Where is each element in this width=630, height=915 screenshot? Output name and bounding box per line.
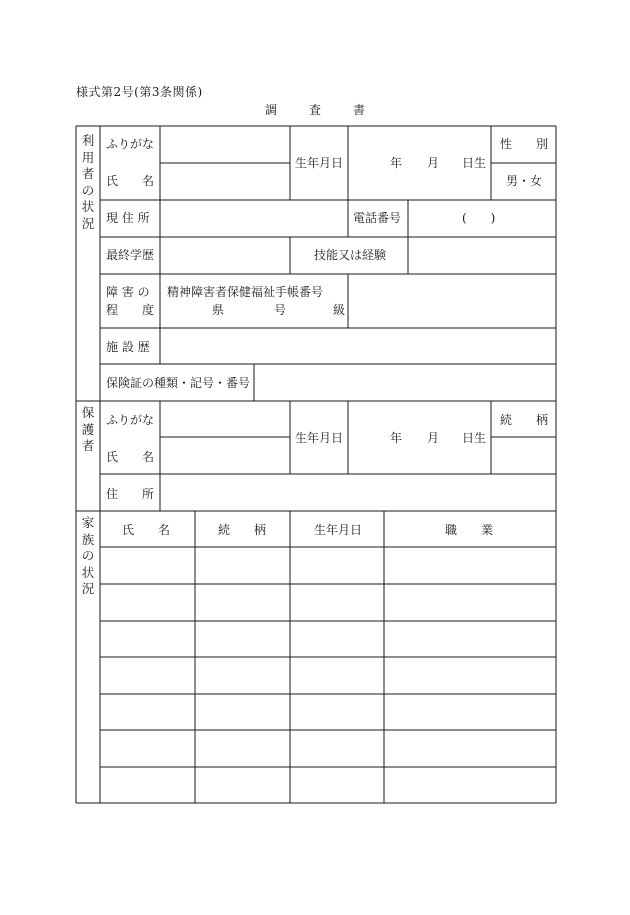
guardian-relationship-field[interactable] — [491, 438, 555, 474]
family-relationship-cell[interactable] — [196, 658, 289, 693]
family-birth-date-cell[interactable] — [291, 731, 383, 766]
user-furigana-field[interactable] — [160, 127, 290, 163]
user-skills-label: 技能又は経験 — [314, 248, 387, 262]
form-number: 様式第2号(第3条関係) — [76, 85, 203, 99]
guardian-address-label: 住 所 — [106, 487, 155, 501]
family-occupation-cell[interactable] — [385, 622, 555, 656]
family-name-cell[interactable] — [101, 695, 194, 729]
family-header-relationship: 続 柄 — [218, 523, 267, 537]
user-phone-paren[interactable]: ( ) — [462, 211, 496, 225]
user-birth-month-label: 月 — [427, 156, 440, 170]
guardian-furigana-label: ふりがな — [106, 413, 155, 427]
family-name-cell[interactable] — [101, 731, 194, 766]
user-name-label: 氏 名 — [106, 174, 155, 188]
user-furigana-label: ふりがな — [106, 137, 155, 151]
user-education-field[interactable] — [160, 238, 289, 274]
guardian-name-field[interactable] — [160, 438, 290, 474]
family-birth-date-cell[interactable] — [291, 658, 383, 693]
family-section-label: 家族の状況 — [81, 515, 95, 596]
user-birth-date-label: 生年月日 — [295, 156, 344, 170]
user-disability-field[interactable] — [348, 275, 555, 327]
family-header-name: 氏 名 — [122, 523, 171, 537]
user-skills-field[interactable] — [409, 238, 555, 274]
user-address-label: 現 住 所 — [106, 211, 150, 225]
family-occupation-cell[interactable] — [385, 768, 555, 802]
family-occupation-cell[interactable] — [385, 695, 555, 729]
family-relationship-cell[interactable] — [196, 548, 289, 583]
family-name-cell[interactable] — [101, 548, 194, 583]
document-title: 調 査 書 — [264, 103, 375, 117]
user-number-label: 号 — [274, 303, 287, 317]
user-gender-header: 性 別 — [500, 137, 549, 151]
family-occupation-cell[interactable] — [385, 585, 555, 620]
family-birth-date-cell[interactable] — [291, 585, 383, 620]
family-relationship-cell[interactable] — [196, 585, 289, 620]
family-birth-date-cell[interactable] — [291, 695, 383, 729]
guardian-section-label: 保護者 — [81, 405, 95, 453]
user-birth-day-label: 日生 — [462, 156, 487, 170]
family-name-cell[interactable] — [101, 768, 194, 802]
user-prefecture-label: 県 — [212, 303, 225, 317]
user-insurance-label: 保険証の種類・記号・番号 — [106, 376, 251, 390]
user-phone-label: 電話番号 — [353, 211, 402, 225]
guardian-relationship-header: 続 柄 — [500, 413, 549, 427]
family-header-occupation: 職 業 — [445, 523, 494, 537]
user-grade-label: 級 — [333, 303, 346, 317]
family-relationship-cell[interactable] — [196, 622, 289, 656]
family-name-cell[interactable] — [101, 658, 194, 693]
user-handbook-label: 精神障害者保健福祉手帳番号 — [167, 285, 324, 299]
family-name-cell[interactable] — [101, 585, 194, 620]
guardian-birth-year-label: 年 — [390, 431, 403, 445]
family-relationship-cell[interactable] — [196, 731, 289, 766]
user-insurance-field[interactable] — [254, 365, 555, 400]
family-header-birth-date: 生年月日 — [314, 523, 363, 537]
family-name-cell[interactable] — [101, 622, 194, 656]
user-address-field[interactable] — [160, 201, 347, 237]
user-name-field[interactable] — [160, 164, 290, 200]
guardian-birth-month-label: 月 — [427, 431, 440, 445]
guardian-name-label: 氏 名 — [106, 450, 155, 464]
user-education-label: 最終学歴 — [106, 248, 155, 262]
guardian-furigana-field[interactable] — [160, 402, 290, 437]
family-occupation-cell[interactable] — [385, 548, 555, 583]
family-birth-date-cell[interactable] — [291, 548, 383, 583]
family-occupation-cell[interactable] — [385, 731, 555, 766]
user-disability-label-line1: 障 害 の — [106, 285, 150, 299]
user-birth-year-label: 年 — [390, 156, 403, 170]
guardian-address-field[interactable] — [160, 475, 555, 510]
family-occupation-cell[interactable] — [385, 658, 555, 693]
user-section-label: 利用者の状況 — [81, 133, 95, 231]
user-gender-options[interactable]: 男・女 — [506, 174, 543, 188]
family-birth-date-cell[interactable] — [291, 622, 383, 656]
family-birth-date-cell[interactable] — [291, 768, 383, 802]
guardian-birth-day-label: 日生 — [462, 431, 487, 445]
user-facility-history-label: 施 設 歴 — [106, 340, 150, 354]
user-facility-history-field[interactable] — [160, 329, 555, 364]
family-relationship-cell[interactable] — [196, 695, 289, 729]
user-disability-label-line2: 程 度 — [106, 303, 155, 317]
family-relationship-cell[interactable] — [196, 768, 289, 802]
guardian-birth-date-label: 生年月日 — [295, 431, 344, 445]
